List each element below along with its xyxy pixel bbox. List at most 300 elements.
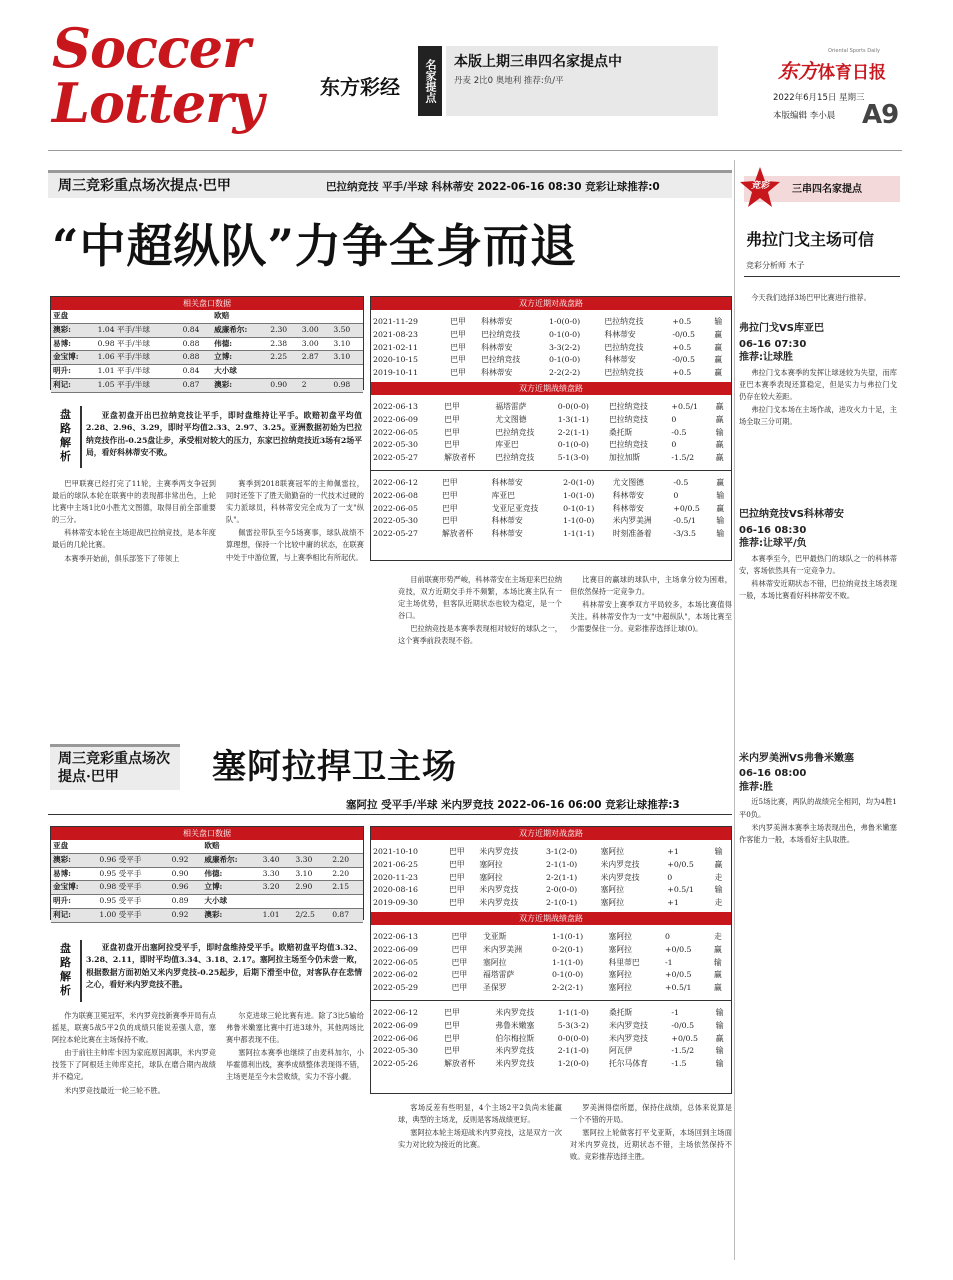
paragraph: 科林蒂安上赛季双方平局较多，本场比赛值得关注。科林蒂安作为一支"中超纵队"，本场比赛至少需要保住一分。竞彩推荐选择让球(0)。 (570, 600, 732, 634)
table-cell: 威廉希尔: (212, 323, 268, 337)
page-number: A9 (862, 100, 899, 130)
table-cell: 米内罗竞技 (495, 1059, 535, 1069)
table-cell: 2.38 (268, 337, 300, 351)
table-cell: 赢 (715, 1033, 724, 1043)
table-cell: 尤文图德 (495, 414, 527, 424)
table-cell: 巴甲 (448, 872, 465, 882)
table-cell: 2-1(1-0) (557, 1046, 589, 1056)
table-cell: 大小球 (212, 365, 268, 379)
table-cell (268, 365, 300, 379)
table-cell (330, 895, 363, 909)
table-cell: 巴甲 (450, 329, 466, 339)
sidebar-rule (744, 276, 900, 277)
table-cell: 科林蒂安 (491, 529, 523, 539)
table-cell: 解放者杯 (444, 453, 476, 463)
table-cell: -3/3.5 (673, 529, 696, 539)
h2h-title-2: 双方近期对战盘路 (371, 827, 731, 840)
odds-table-2 (50, 826, 364, 920)
table-row (371, 342, 731, 355)
table-cell: 1.04 平手/半球 (96, 323, 181, 337)
table-row (371, 452, 731, 465)
table-cell: 0-0(0-0) (557, 1033, 589, 1043)
paragraph: 本赛季开始前，俱乐部签下了带领上 (64, 553, 180, 563)
paragraph: 比赛目的赢球的球队中，主场拿分较为困难，但依然保持一定竞争力。 (570, 575, 732, 597)
table-row (371, 401, 731, 414)
table-cell: 输 (715, 1020, 724, 1030)
table-cell (261, 895, 294, 909)
table-cell: 0-2(0-1) (552, 944, 584, 954)
table-cell: 0.88 (181, 337, 213, 351)
issue-date: 2022年6月15日 星期三 (773, 93, 865, 103)
table-cell: 5-3(3-2) (557, 1020, 589, 1030)
pick-rec-1: 推荐:让球胜 (739, 352, 793, 364)
table-cell: 科林蒂安 (481, 317, 513, 326)
table-cell: 2020-08-16 (373, 885, 418, 895)
paragraph: 米内罗竞技最近一轮三轮不胜。 (64, 1085, 165, 1095)
table-cell: 3-1(2-0) (546, 847, 578, 856)
paragraph: 近5场比赛，两队的战绩完全相同，均为4胜1平0负。 (739, 797, 897, 819)
table-cell: 1.01 (261, 908, 294, 922)
odds-table-1 (50, 296, 364, 390)
table-row (371, 316, 731, 329)
table-cell: 巴甲 (451, 944, 468, 954)
table-cell: 科林蒂安 (612, 490, 644, 500)
table-row (371, 1033, 731, 1046)
recent-grid-1a (371, 401, 731, 465)
recent-grid-2b (371, 1007, 731, 1071)
table-cell: 威廉希尔: (202, 853, 260, 867)
table-cell: 2/2.5 (293, 908, 330, 922)
table-cell: 塞阿拉 (608, 970, 632, 980)
table-cell: 科林蒂安 (481, 342, 513, 352)
table-cell: 2022-05-30 (373, 1046, 418, 1056)
pick-rec-2: 推荐:让球平/负 (739, 538, 807, 550)
table-cell: 输 (714, 957, 722, 967)
analysis-label-2: 盘路解析 (60, 942, 71, 997)
odds-row (51, 853, 363, 867)
article1-col-3 (398, 574, 562, 724)
odds-head-asian: 亚盘 (51, 310, 96, 323)
table-row (371, 872, 731, 885)
odds-head-euro: 欧赔 (212, 310, 268, 323)
table-cell: 输 (715, 1007, 724, 1017)
table-cell: 巴拉纳竞技 (481, 355, 521, 365)
article2-col-2 (226, 1010, 364, 1260)
paragraph: 塞阿拉本轮主场迎战米内罗竞技，这是双方一次实力对比较为接近的比赛。 (398, 1128, 562, 1150)
recent-title-1: 双方近期战绩盘路 (371, 382, 731, 395)
sidebar-author: 竞彩分析师 木子 (746, 261, 805, 270)
table-cell: 3.40 (261, 853, 294, 867)
table-cell: 巴拉纳竞技 (608, 414, 648, 424)
table-cell: 1.05 平手/半球 (96, 378, 181, 392)
sidebar-intro: 今天我们选择3场巴甲比赛进行推荐。 (751, 293, 871, 302)
table-cell (331, 365, 363, 379)
table-cell: 2.15 (330, 881, 363, 895)
table-cell: 巴拉纳竞技 (495, 427, 535, 437)
pick-rec-3: 推荐:胜 (739, 781, 773, 793)
table-cell: 米内罗竞技 (495, 1046, 535, 1056)
paragraph: 米内罗美洲本赛季主场表现出色，弗鲁米嫩塞作客能力一般，本场看好主队取胜。 (739, 822, 897, 844)
table-cell: 输 (716, 516, 725, 526)
paper-en: Oriental Sports Daily (828, 48, 880, 54)
table-cell: 2022-05-29 (373, 983, 418, 993)
table-cell: +0/0.5 (673, 503, 700, 513)
table-cell: 1.06 平手/半球 (96, 351, 181, 365)
table-row (371, 427, 731, 440)
paragraph: 佩雷拉带队至今5场赛事，球队战绩不算理想，保持一个比较中庸的状态，在联赛中处于中游位置，与上赛季相比有所起伏。 (226, 528, 364, 562)
table-cell: 利记: (51, 908, 97, 922)
table-cell: 2022-05-26 (373, 1059, 418, 1069)
table-row (371, 1058, 731, 1071)
table-cell: 塞阿拉 (600, 885, 625, 895)
table-cell: 巴甲 (444, 1046, 460, 1056)
table-cell: 1-0(0-0) (548, 317, 581, 326)
table-cell: 塞阿拉 (608, 983, 632, 993)
table-cell: 米内罗竞技 (479, 898, 519, 908)
table-cell: 2022-06-05 (373, 957, 418, 967)
table-cell: 0.98 平手/半球 (96, 337, 181, 351)
table-cell: 米内罗竞技 (608, 1033, 648, 1043)
analysis-label-1: 盘路解析 (60, 408, 71, 463)
table-cell: 2022-06-12 (373, 477, 418, 487)
table-cell: 0.90 (170, 867, 203, 881)
pick-time-1: 06-16 07:30 (739, 338, 807, 350)
table-cell: 澳彩: (212, 378, 268, 392)
table-cell: 巴甲 (442, 490, 458, 500)
article1-title: “中超纵队”力争全身而退 (52, 219, 577, 273)
odds-title-1: 相关盘口数据 (51, 297, 363, 310)
paper-brand: 东方 (778, 59, 818, 83)
table-cell: 尤文图德 (612, 477, 644, 487)
table-cell: 福塔雷萨 (483, 970, 515, 980)
table-cell: 米内罗竞技 (600, 859, 640, 869)
table-cell: 0.87 (181, 378, 213, 392)
table-cell: 输 (715, 427, 724, 437)
table-cell: 2-2(2-1) (552, 983, 584, 993)
article2-rule (48, 814, 732, 815)
table-cell: 0-1(0-0) (548, 355, 581, 365)
table-cell: +0.5/1 (667, 885, 694, 895)
table-cell: 2020-11-23 (373, 872, 418, 882)
table-row (371, 439, 731, 452)
article2-col-4 (570, 1102, 732, 1260)
table-row (371, 846, 731, 859)
paragraph: 罗美洲得偿所愿，保持住战绩，总体来说算是一个不错的开局。 (570, 1103, 732, 1125)
table-cell: 米内罗竞技 (495, 1007, 535, 1017)
table-cell: 易博: (51, 867, 97, 881)
table-cell: 桑托斯 (608, 1007, 633, 1017)
table-cell: 赢 (715, 453, 724, 463)
paragraph: 赛季到2018联赛冠军的主帅佩雷拉，同时还签下了胜天勋勤奋的一代技术过硬的实力派球员，科林蒂安完全成为了一支"纵队"。 (226, 479, 364, 525)
table-cell: 米内罗竞技 (600, 872, 640, 882)
table-row (371, 897, 731, 910)
table-cell: 2021-06-25 (373, 859, 418, 869)
table-cell: 0.88 (181, 351, 213, 365)
table-row (371, 1045, 731, 1058)
table-row (371, 1007, 731, 1020)
table-cell: 赢 (716, 477, 725, 487)
table-cell: 2.20 (330, 867, 363, 881)
odds-grid-1 (51, 310, 363, 393)
table-cell: 巴甲 (451, 957, 468, 967)
odds-row (51, 881, 363, 895)
table-cell: 输 (714, 885, 723, 895)
table-cell: 2022-06-09 (373, 414, 418, 424)
paragraph: 科林蒂安本轮在主场迎战巴拉纳竞技，是本年度最后的几轮比赛。 (52, 528, 216, 550)
table-cell: 科林蒂安 (491, 516, 523, 526)
paragraph: 由于前往主帅库卡因为家庭原因离职，米内罗竞技签下了阿根廷主帅库克托，球队在磨合期内战绩并不稳定。 (52, 1048, 216, 1082)
article1-col-1 (52, 478, 216, 730)
table-cell: 0 (665, 931, 670, 941)
table-cell: 巴甲 (444, 1020, 460, 1030)
table-cell: 赢 (714, 355, 723, 365)
table-cell: 科林蒂安 (612, 503, 644, 513)
table-cell: 巴甲 (450, 355, 466, 365)
paragraph: 目前联赛形势严峻，科林蒂安在主场迎来巴拉纳竞技，双方近期交手并不频繁，本场比赛主队有一定主场优势，但客队近期状态也较为稳定，是一个谷口。 (398, 575, 562, 621)
table-cell: 时刻准备着 (612, 529, 652, 539)
paper-name: 体育日报 (818, 63, 886, 83)
table-cell: 1-1(0-0) (563, 516, 595, 526)
table-cell: 2022-05-27 (373, 453, 418, 463)
table-cell: +1 (667, 847, 679, 856)
table-row (371, 884, 731, 897)
table-cell: 米内罗竞技 (479, 885, 519, 895)
table-cell: 赢 (715, 414, 724, 424)
table-cell: 2-2(1-1) (557, 427, 589, 437)
table-cell: 巴甲 (444, 1007, 460, 1017)
table-cell: 2021-11-29 (373, 317, 418, 326)
table-cell: 塞阿拉 (608, 931, 632, 941)
recent-grid-1b (371, 477, 731, 541)
table-cell: 1.01 平手/半球 (96, 365, 181, 379)
analysis-text-2: 亚盘初盘开出塞阿拉受平手，即时盘维持受平手。欧赔初盘平均值3.32、3.28、2.11，即时平均值3.34、3.18、2.17。塞阿拉主场至今仍未尝一败，根据数据方面初始又米内罗竞技-0.25起步，后期下滑至中位，对客队存在悲情之心，看好米内罗竞技不胜。 (86, 943, 362, 990)
paper-logo (778, 48, 938, 86)
article2-match-line: 塞阿拉 受平手/半球 米内罗竞技 2022-06-16 06:00 竞彩让球推荐:3 (346, 799, 680, 811)
table-cell: 0-1(0-1) (563, 503, 595, 513)
table-cell: 2019-10-11 (373, 368, 418, 378)
table-cell: 2021-08-23 (373, 329, 418, 339)
table-cell: 巴甲 (451, 983, 468, 993)
paragraph: 塞阿拉本赛季也继续了由麦科加尔，小毕霍德利出线，赛季成绩整体表现得不错，主场更是至今未尝败绩，实力不容小觑。 (226, 1048, 364, 1082)
table-cell: 0 (671, 414, 677, 424)
table-cell: 巴拉纳竞技 (608, 440, 648, 450)
table-cell: 2022-06-06 (373, 1033, 418, 1043)
table-cell: +0/0.5 (667, 859, 694, 869)
odds-row (51, 908, 363, 922)
article1-col-4 (570, 574, 732, 724)
h2h-table-2 (370, 826, 732, 1094)
table-cell: 0 (667, 872, 673, 882)
table-cell: +0/0.5 (665, 944, 692, 954)
table-cell: 阿瓦伊 (608, 1046, 633, 1056)
table-cell: 2022-05-30 (373, 516, 418, 526)
table-cell: 走 (714, 872, 723, 882)
table-cell: 0.98 (331, 378, 363, 392)
paragraph: 本赛季至今，巴甲最热门的球队之一的科林蒂安，客场依然具有一定竞争力。 (739, 553, 897, 575)
logo-soccer: Soccer (52, 16, 250, 80)
table-cell: 2022-05-27 (373, 529, 418, 539)
table-cell: 0-1(0-0) (552, 970, 584, 980)
table-cell: +0.5 (672, 317, 692, 326)
odds-row (51, 365, 363, 379)
table-cell: 赢 (714, 983, 722, 993)
table-cell: 3.00 (300, 337, 332, 351)
table-row (371, 957, 731, 970)
table-row (371, 414, 731, 427)
table-cell: 金宝博: (51, 881, 97, 895)
table-cell: 输 (715, 1046, 724, 1056)
table-cell: 巴拉纳竞技 (495, 453, 535, 463)
table-cell: 巴拉纳竞技 (604, 342, 644, 352)
recent-title-2: 双方近期战绩盘路 (371, 912, 731, 925)
table-cell: 2021-02-11 (373, 342, 418, 352)
table-cell: 输 (714, 317, 723, 326)
table-row (371, 367, 731, 380)
table-cell: 5-1(3-0) (557, 453, 589, 463)
paragraph: 弗拉门戈本场在主场作战，进攻火力十足，主场全取三分可期。 (739, 404, 897, 426)
sidebar-body (739, 292, 897, 1260)
table-cell: 巴甲 (444, 427, 460, 437)
table-cell: 巴甲 (442, 477, 458, 487)
table-cell: 巴甲 (444, 401, 460, 411)
table-cell: 塞阿拉 (479, 859, 503, 869)
table-cell: 赢 (714, 944, 722, 954)
table-row (371, 490, 731, 503)
table-cell: 0.92 (170, 853, 203, 867)
table-cell: 2-1(1-0) (546, 859, 578, 869)
table-cell: 立博: (212, 351, 268, 365)
table-cell: 3.10 (331, 337, 363, 351)
promo-headline: 本版上期三串四名家提点中 (454, 54, 622, 70)
pick-match-3: 米内罗美洲VS弗鲁米嫩塞 (739, 752, 854, 764)
table-cell: 科里蒂巴 (608, 957, 640, 967)
table-cell: 赢 (714, 342, 723, 352)
h2h-grid-1 (371, 316, 731, 380)
table-cell: 解放者杯 (444, 1059, 476, 1069)
table-cell: 0.96 (170, 881, 203, 895)
table-cell: 3-3(2-2) (548, 342, 581, 352)
table-cell: +1 (667, 898, 679, 908)
table-cell: 3.30 (261, 867, 294, 881)
table-cell: 巴甲 (448, 885, 465, 895)
table-cell: 0.87 (330, 908, 363, 922)
table-cell: 0.84 (181, 365, 213, 379)
table-cell: 易博: (51, 337, 96, 351)
odds-head-asian: 亚盘 (51, 840, 97, 853)
table-cell: 走 (714, 898, 723, 908)
table-cell: -0/0.5 (672, 329, 695, 339)
table-cell: -1 (671, 1007, 680, 1017)
sidebar-title: 弗拉门戈主场可信 (746, 230, 875, 249)
brand-cn: 东方彩经 (320, 75, 400, 99)
table-cell: 戈亚尼亚竞技 (491, 503, 539, 513)
table-cell: 科林蒂安 (481, 368, 513, 378)
table-cell: 澳彩: (51, 323, 96, 337)
table-cell: 输 (716, 490, 725, 500)
table-cell: 1.00 受平手 (97, 908, 169, 922)
table-cell: 0-1(0-0) (557, 440, 589, 450)
table-cell: 2020-10-15 (373, 355, 418, 365)
table-cell: 塞阿拉 (608, 944, 632, 954)
table-cell: 赢 (715, 440, 724, 450)
table-cell: 0.95 受平手 (97, 867, 169, 881)
table-cell: -0/0.5 (672, 355, 695, 365)
table-cell: 0.90 (268, 378, 300, 392)
table-cell: -1.5/2 (671, 453, 695, 463)
table-row (371, 931, 731, 944)
odds-row (51, 337, 363, 351)
masthead-rule (48, 150, 902, 151)
table-cell: 巴甲 (442, 503, 458, 513)
table-cell: 2022-06-09 (373, 1020, 418, 1030)
table-cell: 解放者杯 (442, 529, 474, 539)
table-cell: 3.30 (293, 853, 330, 867)
table-cell: 2019-09-30 (373, 898, 418, 908)
table-cell: 米内罗美洲 (483, 944, 523, 954)
table-row (371, 515, 731, 528)
table-cell: +0.5 (672, 368, 692, 378)
page-editor: 本版编辑 李小晨 (773, 111, 836, 121)
table-cell: -0.5 (671, 427, 687, 437)
table-cell: 1-1(0-1) (552, 931, 584, 941)
table-cell: 2.90 (293, 881, 330, 895)
table-cell: 0.98 受平手 (97, 881, 169, 895)
table-cell: -1 (665, 957, 673, 967)
paragraph: 塞阿拉上轮做客打平戈亚斯，本场回到主场面对米内罗竞技，近期状态不错，主场依然保持不败。竞彩推荐选择主胜。 (570, 1128, 732, 1162)
table-cell: 澳彩: (51, 853, 97, 867)
table-row (371, 944, 731, 957)
table-cell: 3.10 (331, 351, 363, 365)
table-cell: 巴拉纳竞技 (604, 368, 644, 378)
logo-lottery: Lottery (52, 71, 264, 135)
table-cell: -0.5 (673, 477, 689, 487)
table-cell: 巴甲 (448, 898, 465, 908)
table-cell: +0.5 (672, 342, 692, 352)
promo-subline: 丹麦 2比0 奥地利 推荐:负/平 (454, 76, 564, 86)
table-cell: 弗鲁米嫩塞 (495, 1020, 535, 1030)
table-cell (293, 895, 330, 909)
table-cell: 2.87 (300, 351, 332, 365)
table-cell: 米内罗竞技 (608, 1020, 648, 1030)
table-row (371, 477, 731, 490)
table-cell: 塞阿拉 (600, 847, 625, 856)
table-cell: 2-0(0-0) (546, 885, 578, 895)
table-cell: 2022-05-30 (373, 440, 418, 450)
table-cell: 巴甲 (451, 970, 468, 980)
table-cell: 2022-06-12 (373, 1007, 418, 1017)
table-cell: 2022-06-05 (373, 427, 418, 437)
table-cell: 0.95 受平手 (97, 895, 169, 909)
article1-kicker: 周三竞彩重点场次提点·巴甲 (58, 178, 231, 194)
table-cell: 1-1(1-0) (552, 957, 584, 967)
odds-row (51, 867, 363, 881)
analysis-rule-1 (80, 406, 82, 468)
table-cell: 米内罗美洲 (612, 516, 652, 526)
table-cell: 米内罗竞技 (479, 847, 519, 856)
table-cell: 2-1(0-1) (546, 898, 578, 908)
table-cell: 2-2(1-1) (546, 872, 578, 882)
table-cell: 2022-06-08 (373, 490, 418, 500)
table-cell: 2022-06-09 (373, 944, 418, 954)
stamp-label: 竞彩 (750, 181, 769, 191)
table-row (371, 969, 731, 982)
table-cell: 明升: (51, 365, 96, 379)
table-row (371, 503, 731, 516)
table-cell: 库亚巴 (495, 440, 519, 450)
table-cell: 赢 (716, 503, 725, 513)
h2h-title-1: 双方近期对战盘路 (371, 297, 731, 310)
table-cell: 1-0(1-0) (563, 490, 595, 500)
